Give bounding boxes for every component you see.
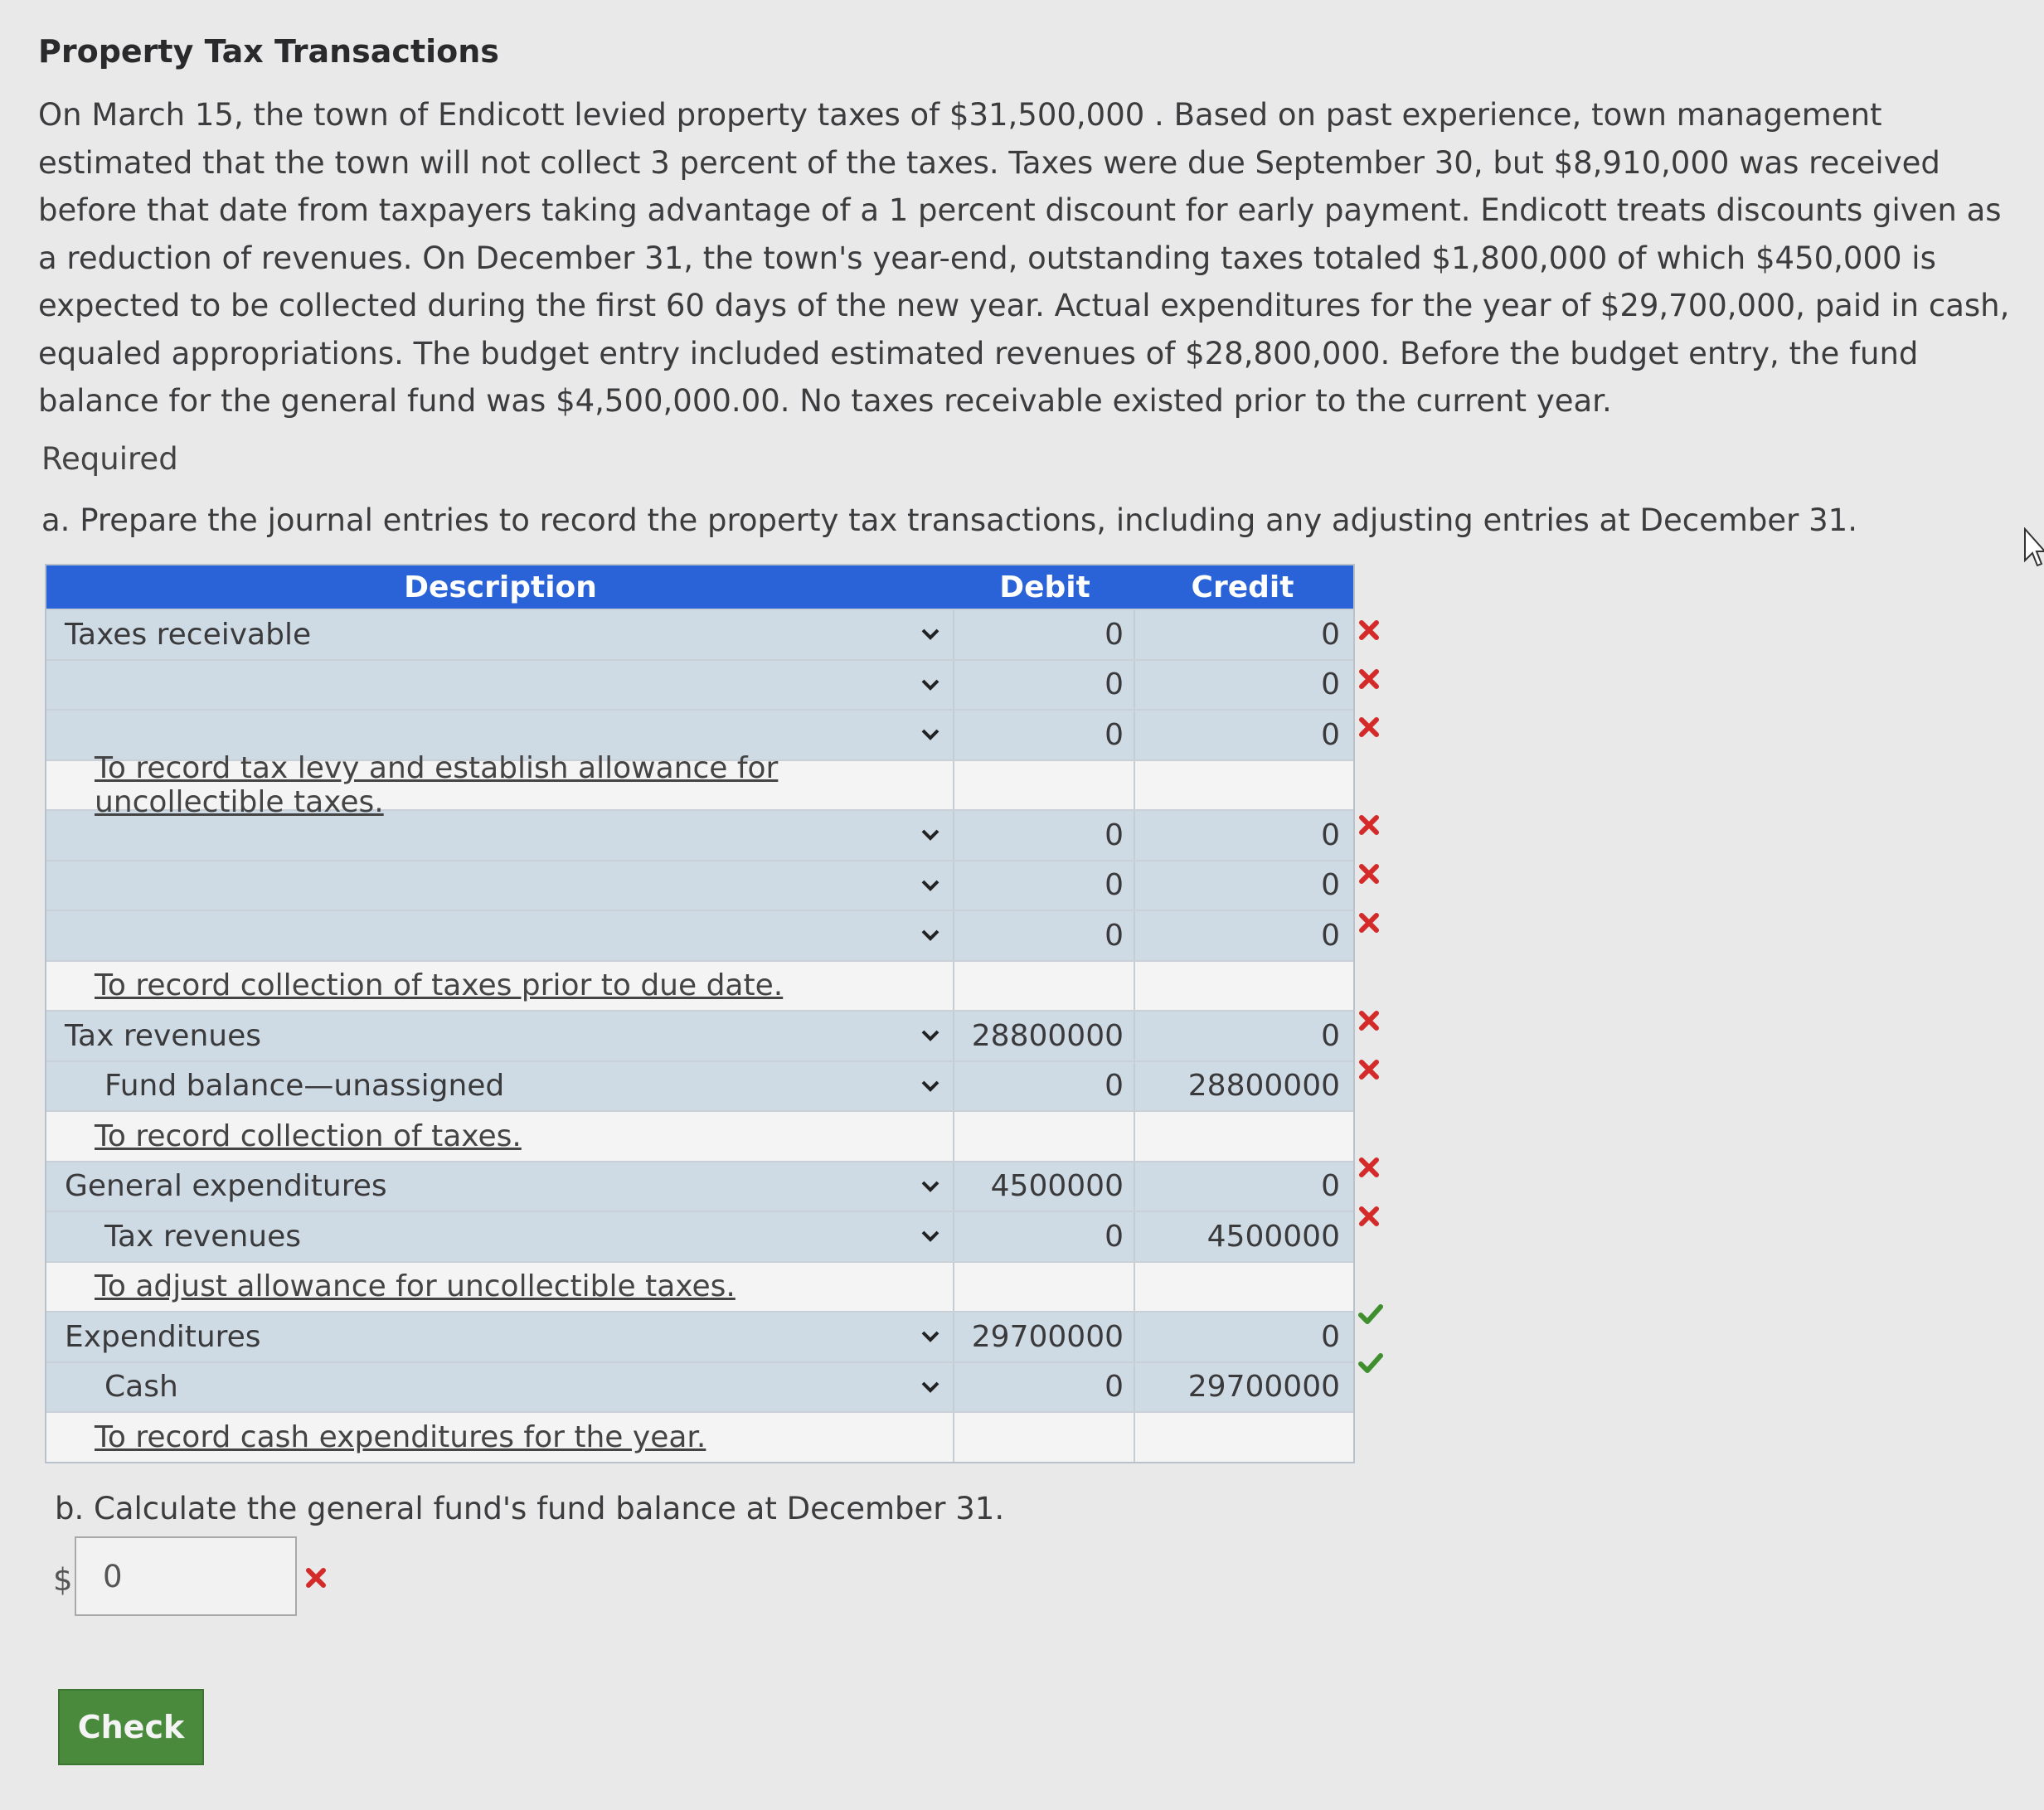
empty-cell	[1135, 1413, 1350, 1462]
account-select[interactable]	[46, 811, 954, 860]
chevron-down-icon[interactable]	[918, 1174, 943, 1199]
account-label: Tax revenues	[104, 1219, 301, 1254]
account-select[interactable]	[46, 610, 954, 659]
entry-note-row	[46, 960, 1353, 1011]
chevron-down-icon[interactable]	[918, 1375, 943, 1400]
credit-input[interactable]: 0	[1321, 667, 1340, 702]
entry-note-text: To record tax levy and establish allowance for uncollectible taxes.	[95, 750, 779, 819]
incorrect-x-icon	[1355, 1202, 1383, 1230]
table-row	[46, 659, 1353, 710]
table-header	[46, 565, 1353, 609]
table-row	[46, 809, 1353, 860]
entry-note	[46, 1263, 954, 1312]
entry-note-text: To record cash expenditures for the year.	[95, 1419, 706, 1454]
entry-note	[46, 962, 954, 1011]
chevron-down-icon[interactable]	[918, 672, 943, 697]
credit-input[interactable]: 0	[1321, 818, 1340, 852]
debit-input[interactable]: 0	[954, 861, 1135, 910]
account-label: Tax revenues	[65, 1018, 261, 1053]
table-row	[46, 1311, 1353, 1361]
table-row	[46, 1060, 1353, 1111]
debit-input[interactable]: 0	[954, 1062, 1135, 1111]
debit-input[interactable]: 0	[954, 711, 1135, 759]
empty-cell	[954, 1263, 1135, 1312]
account-select[interactable]	[46, 661, 954, 710]
header-credit: Credit	[1191, 570, 1294, 604]
credit-input[interactable]: 0	[1321, 1319, 1340, 1354]
part-b-prompt: b. Calculate the general fund's fund balance at December 31.	[55, 1491, 1005, 1526]
required-label: Required	[41, 441, 178, 477]
account-label: General expenditures	[65, 1169, 387, 1204]
entry-note	[46, 1413, 954, 1462]
account-select[interactable]	[46, 1062, 954, 1111]
credit-input[interactable]: 0	[1321, 918, 1340, 953]
entry-note-text: To adjust allowance for uncollectible taxes.	[95, 1269, 736, 1304]
entry-note-row	[46, 750, 1353, 819]
debit-input[interactable]: 0	[954, 1363, 1135, 1412]
empty-cell	[954, 962, 1135, 1011]
chevron-down-icon[interactable]	[918, 923, 943, 948]
account-select[interactable]	[46, 1012, 954, 1060]
table-row	[46, 860, 1353, 910]
check-button[interactable]: Check	[58, 1689, 204, 1765]
empty-cell	[1135, 962, 1350, 1011]
credit-input[interactable]: 0	[1321, 617, 1340, 652]
table-row	[46, 1211, 1353, 1261]
credit-input[interactable]: 0	[1321, 868, 1340, 903]
entry-note-text: To record collection of taxes.	[95, 1119, 522, 1153]
debit-input[interactable]: 0	[954, 911, 1135, 960]
account-select[interactable]	[46, 1313, 954, 1361]
credit-input[interactable]: 0	[1321, 717, 1340, 752]
debit-input[interactable]: 28800000	[954, 1012, 1135, 1060]
credit-input[interactable]: 28800000	[1187, 1069, 1340, 1104]
empty-cell	[954, 761, 1135, 810]
chevron-down-icon[interactable]	[918, 1023, 943, 1048]
incorrect-x-icon	[1355, 1007, 1383, 1035]
chevron-down-icon[interactable]	[918, 1224, 943, 1249]
credit-input[interactable]: 0	[1321, 1169, 1340, 1204]
account-select[interactable]	[46, 1212, 954, 1261]
debit-input[interactable]: 29700000	[954, 1313, 1135, 1361]
empty-cell	[954, 1413, 1135, 1462]
credit-input[interactable]: 0	[1321, 1018, 1340, 1053]
empty-cell	[1135, 1112, 1350, 1161]
chevron-down-icon[interactable]	[918, 873, 943, 898]
debit-input[interactable]: 0	[954, 1212, 1135, 1261]
incorrect-x-icon	[1355, 909, 1383, 937]
entry-note-row	[46, 1110, 1353, 1161]
problem-statement: On March 15, the town of Endicott levied property taxes of $31,500,000 . Based on past experience, town management estimated that the town will not collect 3 percent of the taxes. Taxes were due September 30, but $8,910,000 was received before that date from taxpayers taking advantage of a 1 percent discount for early payment. Endicott treats discounts given as a reduction of revenues. On December 31, the town's year-end, outstanding taxes totaled $1,800,000 of which $450,000 is expected to be collected during the first 60 days of the new year. Actual expenditures for the year of $29,700,000, paid in cash, equaled appropriations. The budget entry included estimated revenues of $28,800,000. Before the budget entry, the fund balance for the general fund was $4,500,000.00. No taxes receivable existed prior to the current year.	[38, 97, 2010, 419]
debit-input[interactable]: 0	[954, 811, 1135, 860]
empty-cell	[1135, 761, 1350, 810]
chevron-down-icon[interactable]	[918, 1324, 943, 1349]
entry-note-row	[46, 1261, 1353, 1312]
incorrect-x-icon	[1355, 616, 1383, 644]
account-select[interactable]	[46, 1162, 954, 1211]
entry-note	[46, 1112, 954, 1161]
table-row	[46, 910, 1353, 960]
table-row	[46, 1361, 1353, 1412]
debit-input[interactable]: 0	[954, 661, 1135, 710]
header-debit: Debit	[999, 570, 1090, 604]
chevron-down-icon[interactable]	[918, 1074, 943, 1099]
entry-note-text: To record collection of taxes prior to due date.	[95, 968, 784, 1003]
debit-input[interactable]: 4500000	[954, 1162, 1135, 1211]
debit-input[interactable]: 0	[954, 610, 1135, 659]
journal-entry-table	[45, 564, 1355, 1463]
credit-input[interactable]: 29700000	[1187, 1370, 1340, 1405]
incorrect-x-icon	[302, 1564, 330, 1592]
chevron-down-icon[interactable]	[918, 823, 943, 847]
incorrect-x-icon	[1355, 1055, 1383, 1084]
account-label: Fund balance—unassigned	[104, 1069, 505, 1104]
credit-input[interactable]: 4500000	[1206, 1219, 1340, 1254]
entry-note	[46, 750, 954, 819]
account-select[interactable]	[46, 861, 954, 910]
account-select[interactable]	[46, 911, 954, 960]
chevron-down-icon[interactable]	[918, 622, 943, 647]
fund-balance-input[interactable]: 0	[75, 1536, 297, 1616]
account-label: Taxes receivable	[65, 617, 312, 652]
part-a-prompt: a. Prepare the journal entries to record the property tax transactions, including any adjusting entries at December 31.	[41, 502, 1857, 538]
table-row	[46, 1010, 1353, 1060]
entry-note-row	[46, 1411, 1353, 1462]
header-description: Description	[404, 570, 597, 604]
chevron-down-icon[interactable]	[918, 722, 943, 747]
currency-symbol: $	[53, 1562, 73, 1598]
mouse-cursor-icon	[2023, 527, 2044, 569]
empty-cell	[1135, 1263, 1350, 1312]
account-label: Expenditures	[65, 1319, 261, 1354]
incorrect-x-icon	[1355, 713, 1383, 741]
table-row	[46, 1161, 1353, 1211]
incorrect-x-icon	[1355, 1153, 1383, 1182]
correct-check-icon	[1357, 1300, 1385, 1328]
correct-check-icon	[1357, 1349, 1385, 1377]
account-label: Cash	[104, 1370, 178, 1405]
empty-cell	[954, 1112, 1135, 1161]
incorrect-x-icon	[1355, 860, 1383, 888]
incorrect-x-icon	[1355, 811, 1383, 839]
incorrect-x-icon	[1355, 665, 1383, 693]
page-title: Property Tax Transactions	[38, 33, 499, 70]
table-row	[46, 609, 1353, 659]
account-select[interactable]	[46, 1363, 954, 1412]
